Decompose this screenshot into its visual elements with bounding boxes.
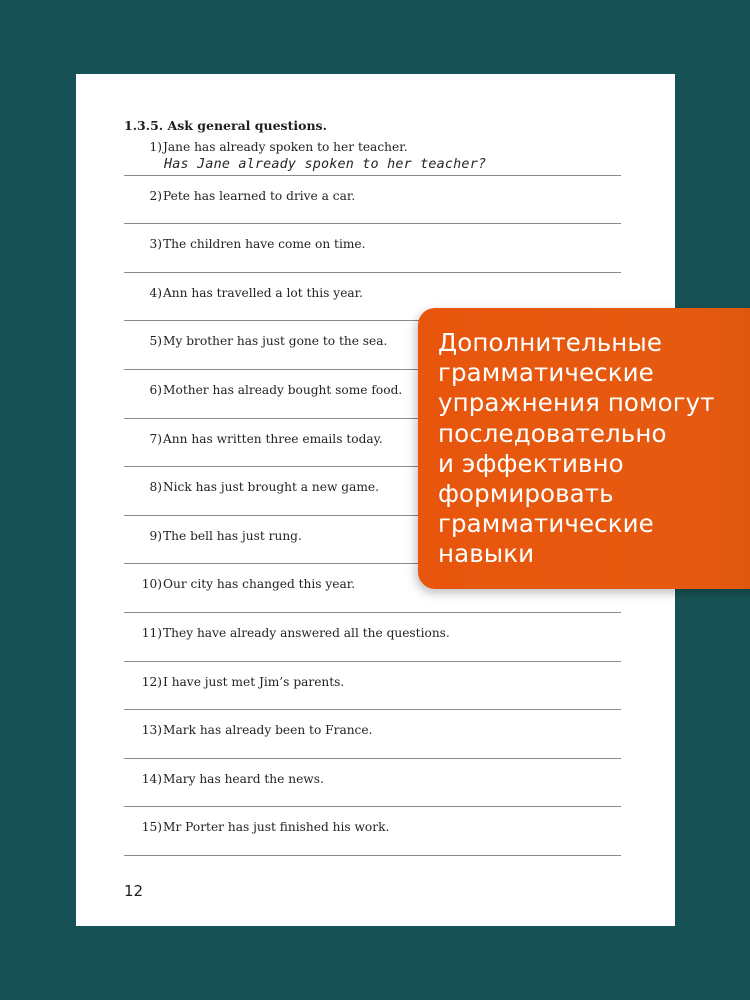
item-number: 9) [149, 528, 162, 543]
item-number: 14) [141, 771, 162, 786]
item-sentence: Mary has heard the news. [163, 771, 324, 786]
exercise-item [124, 723, 621, 772]
item-sentence: I have just met Jim’s parents. [163, 674, 345, 689]
item-number: 1) [149, 140, 162, 154]
exercise-item [124, 820, 621, 869]
item-sentence: My brother has just gone to the sea. [163, 334, 388, 349]
item-number: 12) [141, 674, 162, 689]
item-sentence: Ann has written three emails today. [163, 431, 383, 446]
item-number: 5) [149, 334, 162, 349]
answer-line[interactable] [124, 272, 621, 273]
item-answer: Has Jane already spoken to her teacher? [164, 157, 487, 172]
exercise-item [124, 140, 621, 189]
answer-line[interactable] [124, 612, 621, 613]
exercise-heading: 1.3.5. Ask general questions. [124, 118, 327, 133]
answer-line[interactable] [124, 661, 621, 662]
exercise-item [124, 675, 621, 724]
answer-line[interactable] [124, 806, 621, 807]
answer-line[interactable] [124, 709, 621, 710]
callout-line: Дополнительные [438, 328, 663, 357]
answer-line[interactable] [124, 175, 621, 176]
item-number: 2) [149, 188, 162, 203]
item-sentence: Ann has travelled a lot this year. [163, 285, 364, 300]
item-number: 6) [149, 383, 162, 397]
item-sentence: Jane has already spoken to her teacher. [163, 140, 408, 154]
item-number: 11) [141, 626, 162, 640]
exercise-item [124, 237, 621, 286]
callout-line: упражнения помогут [438, 388, 715, 418]
callout-line: и эффективно [438, 448, 624, 478]
callout-line: грамматические [438, 509, 654, 539]
item-sentence: Pete has learned to drive a car. [163, 188, 356, 203]
page-number: 12 [124, 882, 144, 900]
item-sentence: They have already answered all the questions. [163, 626, 450, 640]
exercise-item [124, 772, 621, 821]
item-number: 13) [141, 723, 162, 738]
item-sentence: Nick has just brought a new game. [163, 480, 380, 495]
item-sentence: Mother has already bought some food. [163, 383, 403, 397]
item-number: 7) [149, 431, 162, 446]
item-number: 8) [149, 480, 162, 495]
exercise-item [124, 626, 621, 675]
callout-line: последовательно [438, 418, 667, 448]
item-number: 4) [149, 285, 162, 300]
exercise-item [124, 189, 621, 238]
answer-line[interactable] [124, 223, 621, 224]
item-sentence: The children have come on time. [163, 237, 366, 252]
item-sentence: The bell has just rung. [163, 528, 302, 543]
answer-line[interactable] [124, 855, 621, 856]
item-sentence: Mr Porter has just finished his work. [163, 820, 390, 835]
item-number: 3) [149, 237, 162, 252]
callout-line: формировать [438, 479, 614, 509]
callout-text [438, 328, 750, 570]
item-sentence: Mark has already been to France. [163, 723, 373, 738]
callout-line: грамматические [438, 358, 654, 388]
item-number: 15) [141, 820, 162, 835]
callout-line: навыки [438, 539, 535, 569]
promo-callout [418, 308, 750, 589]
item-number: 10) [141, 577, 162, 592]
item-sentence: Our city has changed this year. [163, 577, 356, 592]
answer-line[interactable] [124, 758, 621, 759]
